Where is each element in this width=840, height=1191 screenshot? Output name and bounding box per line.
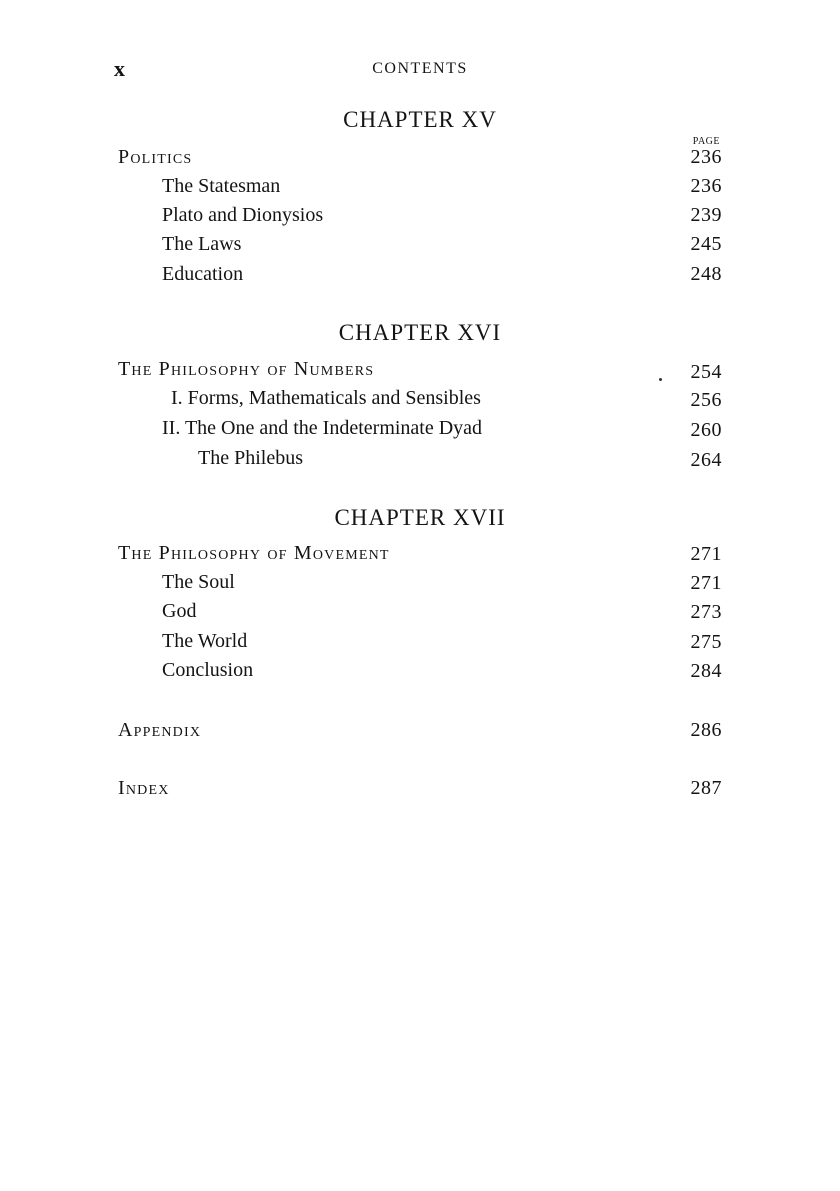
page-number: 284 [690, 660, 722, 682]
page-number: 271 [690, 572, 722, 594]
page-number: 271 [690, 543, 722, 565]
page-number: 254 [690, 361, 722, 383]
page-number: 287 [690, 777, 722, 799]
section-title: Appendix [118, 719, 202, 741]
page-number: 286 [690, 719, 722, 741]
chapter-heading: CHAPTER XVI [338, 320, 502, 345]
page-number: 275 [690, 631, 722, 653]
page-number: 273 [690, 601, 722, 623]
page-number: 236 [690, 175, 722, 197]
subsection-title: God [162, 600, 197, 622]
page-number: 239 [690, 204, 722, 226]
page-number: 260 [690, 419, 722, 441]
page-number: 248 [690, 263, 722, 285]
page-number: 256 [690, 389, 722, 411]
subsection-title: The Soul [162, 571, 235, 593]
subsection-title: The World [162, 630, 248, 652]
subsection-title: The Laws [162, 233, 242, 255]
page-column-label: PAGE [692, 136, 720, 147]
subsection-title: II. The One and the Indeterminate Dyad [162, 417, 483, 439]
page-number: 236 [690, 146, 722, 168]
subsection-title: The Statesman [162, 175, 281, 197]
subsection-title: Education [162, 263, 244, 285]
page-folio: x [114, 56, 126, 81]
subsection-title: The Philebus [198, 447, 303, 469]
chapter-heading: CHAPTER XVII [334, 505, 506, 530]
subsection-title: I. Forms, Mathematicals and Sensibles [171, 387, 481, 409]
section-title: The Philosophy of Movement [118, 542, 390, 564]
section-title: The Philosophy of Numbers [118, 358, 375, 380]
subsection-title: Conclusion [162, 659, 254, 681]
running-head: CONTENTS [372, 60, 468, 77]
section-title: Index [118, 777, 170, 799]
section-title: Politics [118, 146, 193, 168]
page-number: 245 [690, 233, 722, 255]
chapter-heading: CHAPTER XV [343, 107, 497, 132]
page-number: 264 [690, 449, 722, 471]
subsection-title: Plato and Dionysios [162, 204, 324, 226]
